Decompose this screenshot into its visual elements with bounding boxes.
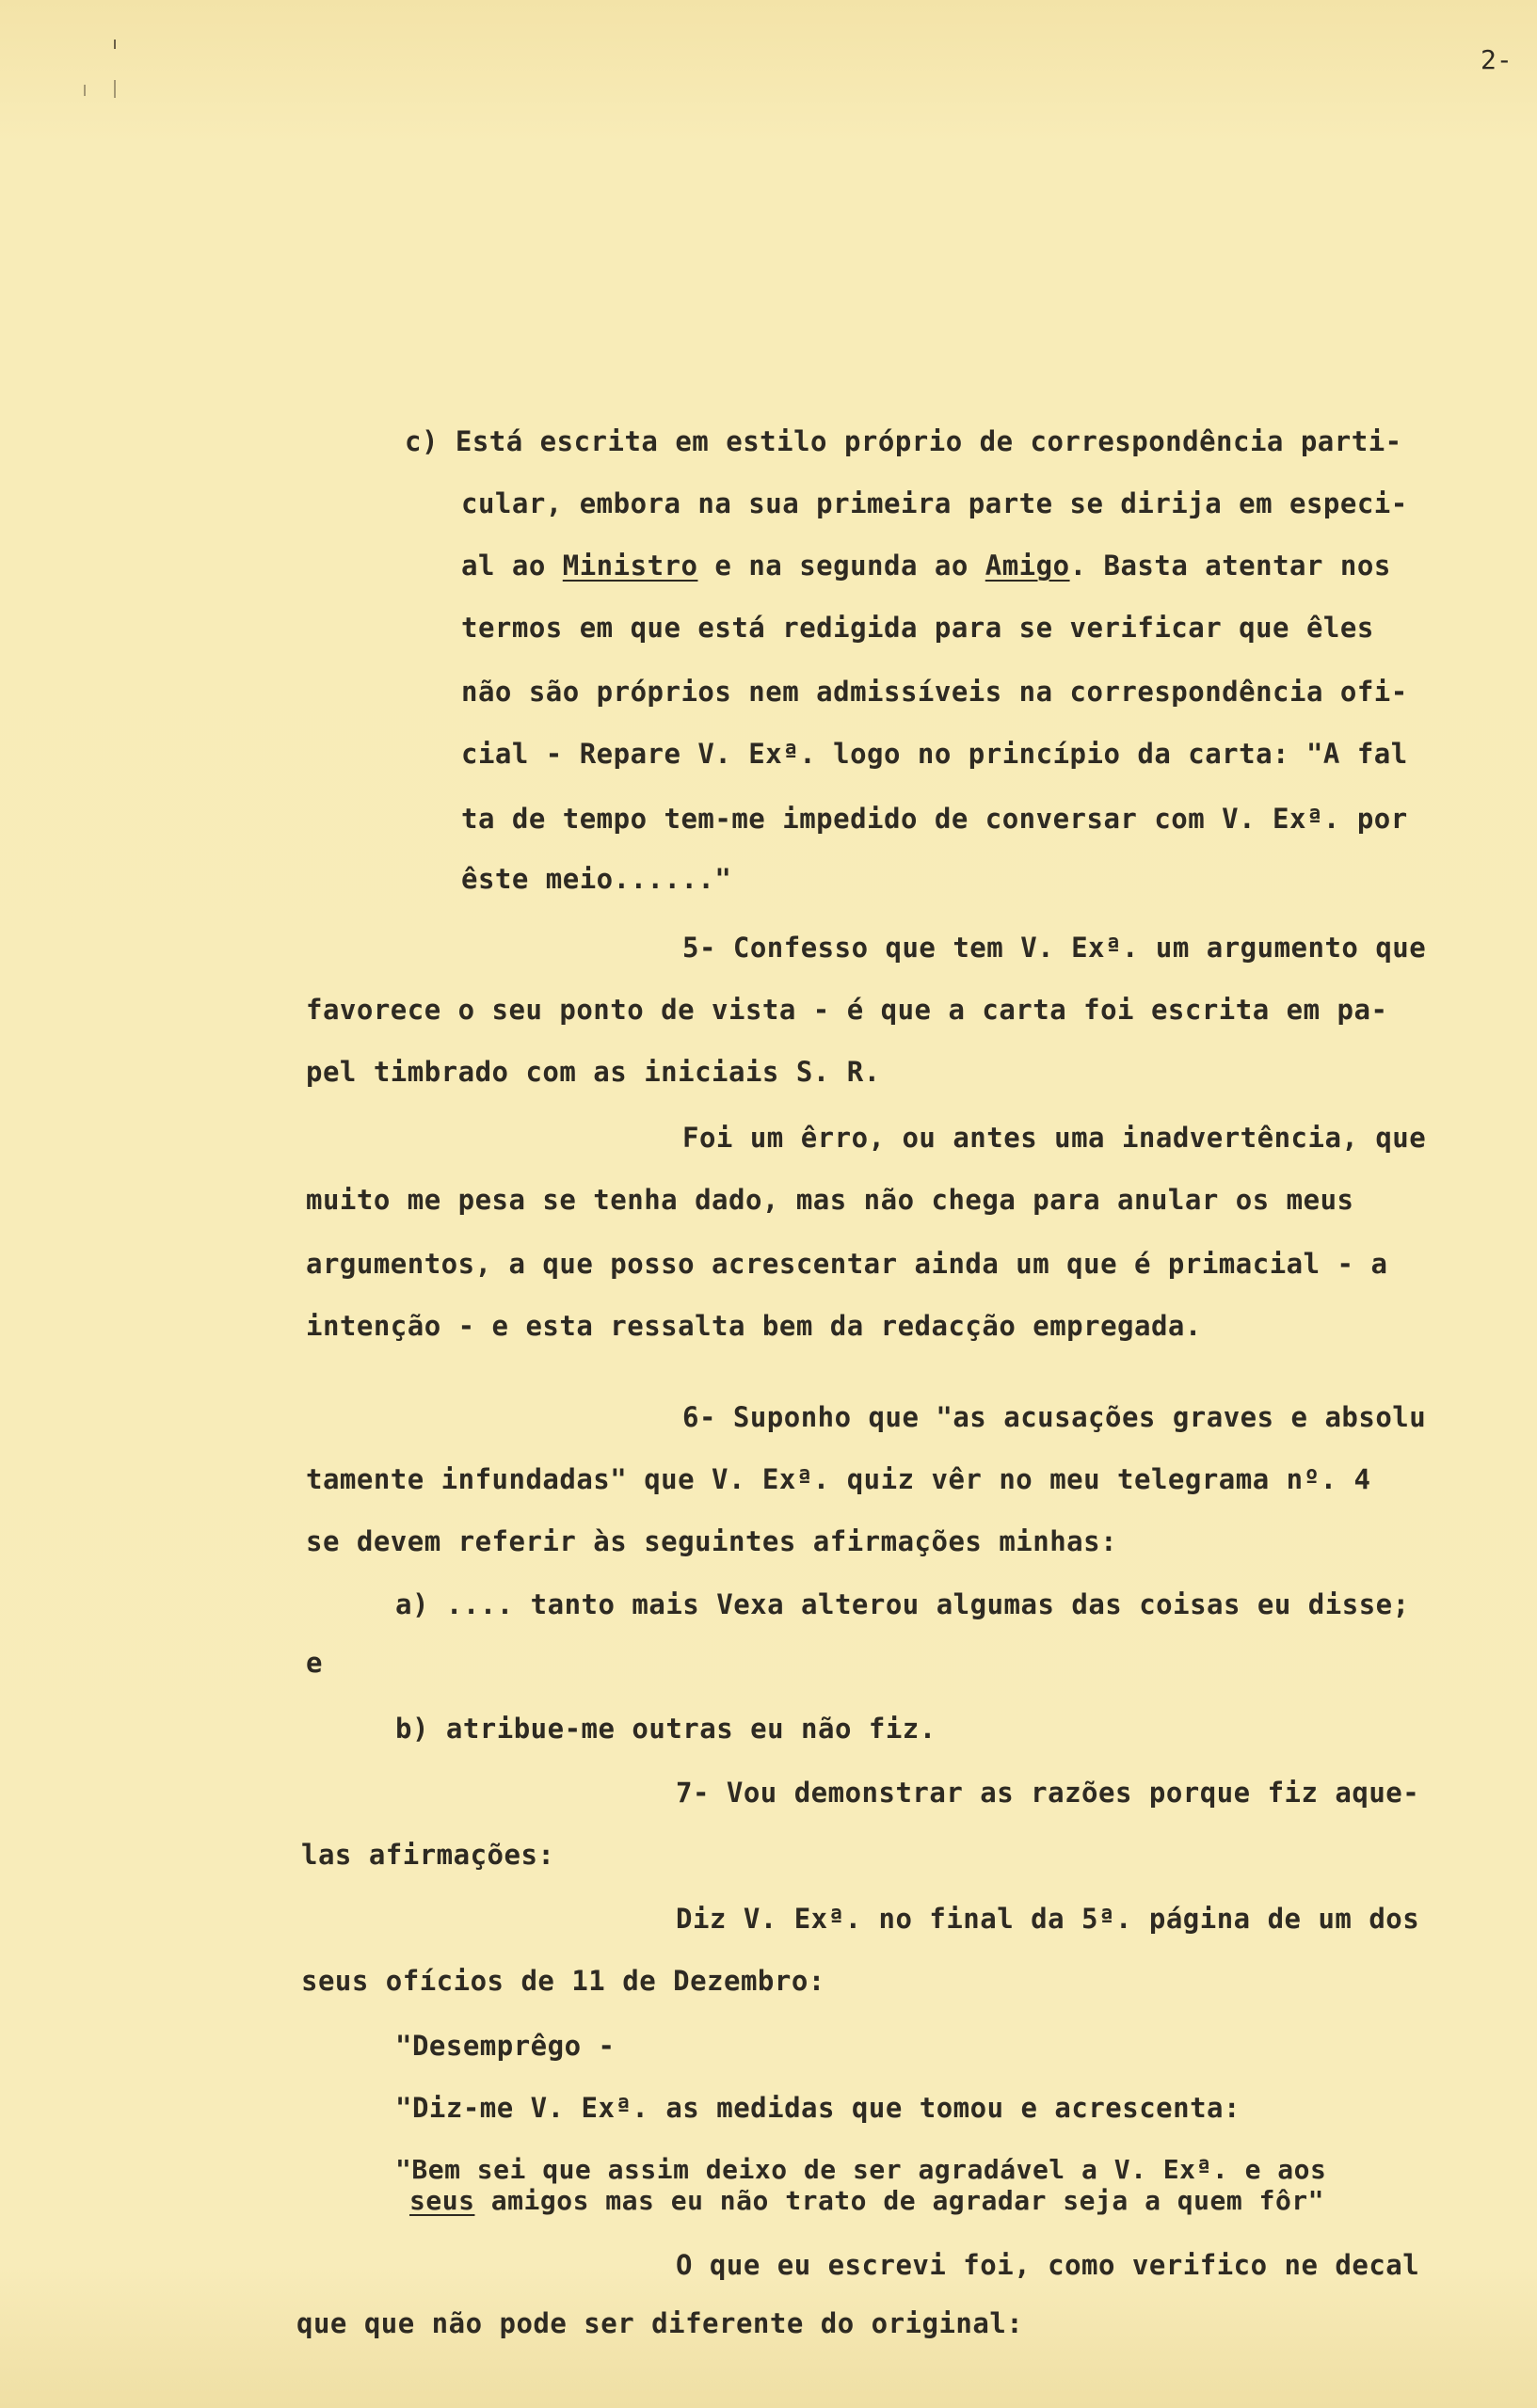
- text-line-19: a) .... tanto mais Vexa alterou algumas das coisas eu disse;: [395, 1588, 1410, 1620]
- text-line-27: "Diz-me V. Exª. as medidas que tomou e acrescenta:: [395, 2092, 1241, 2124]
- text-fragment: e na segunda ao: [697, 550, 985, 582]
- text-line-25: seus ofícios de 11 de Dezembro:: [301, 1965, 825, 1997]
- text-line-13: muito me pesa se tenha dado, mas não chega para anular os meus: [306, 1184, 1354, 1216]
- text-fragment: al ao: [461, 550, 563, 582]
- underlined-word-amigo: Amigo: [985, 550, 1070, 582]
- text-line-30: O que eu escrevi foi, como verifico ne decal: [676, 2249, 1420, 2281]
- text-line-5: não são próprios nem admissíveis na correspondência ofi-: [461, 676, 1408, 708]
- text-fragment: . Basta atentar nos: [1069, 550, 1391, 582]
- underlined-word-seus: seus: [409, 2185, 475, 2216]
- quoted-line-2: [409, 2185, 1325, 2216]
- text-line-23: las afirmações:: [301, 1839, 555, 1871]
- text-line-4: termos em que está redigida para se verificar que êles: [461, 612, 1374, 644]
- text-line-22: 7- Vou demonstrar as razões porque fiz aque-: [676, 1777, 1420, 1809]
- text-line-31: que que não pode ser diferente do original:: [296, 2307, 1024, 2339]
- text-line-15: intenção - e esta ressalta bem da redacção empregada.: [306, 1310, 1202, 1342]
- quoted-line-1: "Bem sei que assim deixo de ser agradável a V. Exª. e aos: [395, 2154, 1327, 2185]
- text-line-20: e: [306, 1647, 323, 1679]
- text-line-18: se devem referir às seguintes afirmações minhas:: [306, 1525, 1118, 1557]
- text-line-3: [461, 552, 1391, 580]
- text-line-10: favorece o seu ponto de vista - é que a carta foi escrita em pa-: [306, 994, 1388, 1026]
- text-line-21: b) atribue-me outras eu não fiz.: [395, 1713, 937, 1745]
- text-line-8: êste meio......": [461, 863, 732, 895]
- text-line-24: Diz V. Exª. no final da 5ª. página de um dos: [676, 1903, 1420, 1935]
- text-line-7: ta de tempo tem-me impedido de conversar com V. Exª. por: [461, 803, 1408, 835]
- text-line-6: cial - Repare V. Exª. logo no princípio da carta: "A fal: [461, 738, 1408, 770]
- text-line-9: 5- Confesso que tem V. Exª. um argumento que: [682, 932, 1427, 964]
- text-line-12: Foi um êrro, ou antes uma inadvertência, que: [682, 1122, 1427, 1154]
- text-line-26: "Desemprêgo -: [395, 2030, 616, 2062]
- underlined-word-ministro: Ministro: [562, 550, 698, 582]
- text-line-1: c) Está escrita em estilo próprio de correspondência parti-: [405, 425, 1402, 457]
- text-fragment: amigos mas eu não trato de agradar seja a quem fôr": [490, 2185, 1325, 2216]
- text-line-14: argumentos, a que posso acrescentar ainda um que é primacial - a: [306, 1248, 1388, 1280]
- text-line-11: pel timbrado com as iniciais S. R.: [306, 1056, 881, 1088]
- text-line-16: 6- Suponho que "as acusações graves e absolu: [682, 1401, 1427, 1433]
- margin-marks: [75, 38, 132, 104]
- text-line-17: tamente infundadas" que V. Exª. quiz vêr no meu telegrama nº. 4: [306, 1463, 1371, 1495]
- text-line-2: cular, embora na sua primeira parte se dirija em especi-: [461, 487, 1408, 519]
- page-number: 2-: [1481, 44, 1513, 75]
